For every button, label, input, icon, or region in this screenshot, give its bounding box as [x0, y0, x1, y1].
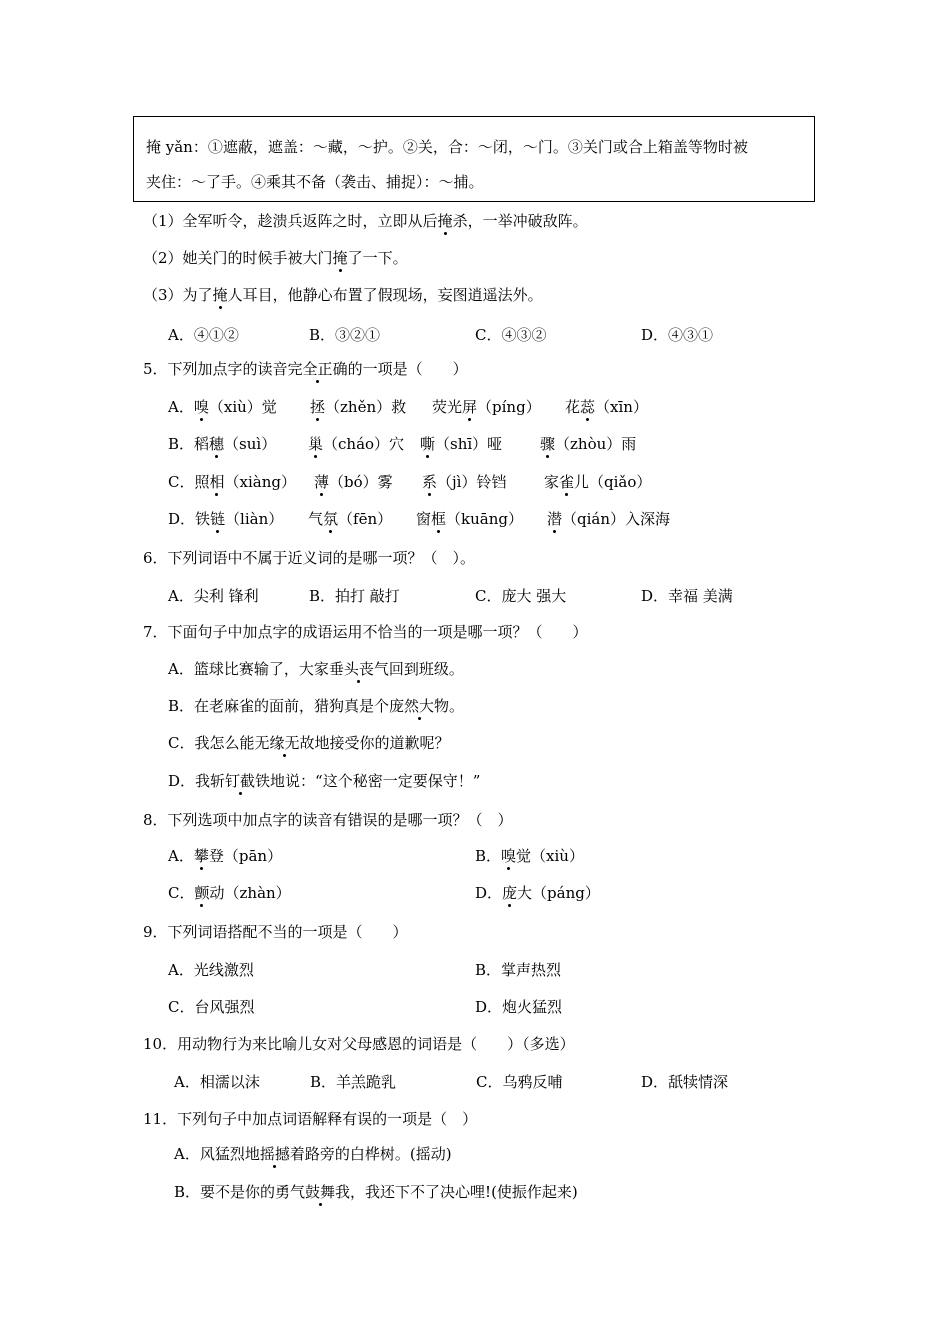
dotted-char: 庞然大物 [389, 697, 450, 715]
dotted-char: 斩钉截铁 [210, 772, 271, 790]
q10-option-a[interactable]: A．相濡以沫 [174, 1073, 260, 1091]
q6-option-a[interactable]: A．尖利 锋利 [168, 587, 259, 605]
q5-option-a-word-2: 拯（zhěn）救 [310, 398, 407, 416]
q4-sentence-3: （3）为了掩人耳目，他静心布置了假现场，妄图逍遥法外。 [143, 286, 543, 304]
q9-stem: 9．下列词语搭配不当的一项是（ ） [143, 923, 408, 941]
q8-option-a[interactable]: A．攀登（pān） [168, 847, 283, 865]
q5-option-d[interactable]: D．铁链（liàn） [168, 510, 284, 528]
dotted-char: 庞 [502, 884, 518, 902]
q5-option-c-word-2: 薄（bó）雾 [314, 473, 393, 491]
q10-option-c[interactable]: C．乌鸦反哺 [476, 1073, 563, 1091]
q5-option-b-word-4: 骤（zhòu）雨 [540, 435, 637, 453]
dotted-char: 屏 [462, 398, 478, 416]
q4-option-a[interactable]: A．④①② [168, 326, 239, 344]
q11-stem: 11．下列句子中加点词语解释有误的一项是（ ） [143, 1110, 478, 1128]
q8-option-b[interactable]: B．嗅觉（xiù） [475, 847, 584, 865]
dotted-char: 颤 [194, 884, 210, 902]
dotted-char: 雀 [559, 473, 575, 491]
dotted-char: 掩 [437, 212, 453, 230]
q6-stem: 6．下列词语中不属于近义词的是哪一项？（ ）。 [143, 549, 476, 567]
dotted-char: 全正 [302, 360, 333, 378]
q5-option-d-word-3: 窗框（kuāng） [416, 510, 523, 528]
q7-option-d[interactable]: D．我斩钉截铁地说：“这个秘密一定要保守！” [168, 772, 481, 790]
q5-option-c[interactable]: C．照相（xiàng） [168, 473, 296, 491]
q5-option-a-word-3: 荧光屏（píng） [432, 398, 541, 416]
dotted-char: 无缘无故 [254, 734, 315, 752]
dotted-char: 垂头丧气 [328, 660, 389, 678]
dotted-char: 摇撼 [259, 1145, 290, 1163]
q4-sentence-1: （1）全军听令，趁溃兵返阵之时，立即从后掩杀，一举冲破敌阵。 [143, 212, 588, 230]
q7-option-b[interactable]: B．在老麻雀的面前，猎狗真是个庞然大物。 [168, 697, 465, 715]
q5-option-a[interactable]: A．嗅（xiù）觉 [168, 398, 277, 416]
q5-option-b[interactable]: B．稻穗（suì） [168, 435, 277, 453]
dotted-char: 蕊 [580, 398, 596, 416]
q4-option-c[interactable]: C．④③② [475, 326, 547, 344]
q8-stem: 8．下列选项中加点字的读音有错误的是哪一项？（ ） [143, 811, 513, 829]
q10-stem: 10．用动物行为来比喻儿女对父母感恩的词语是（ ）（多选） [143, 1035, 575, 1053]
dotted-char: 系 [422, 473, 438, 491]
dotted-char: 拯 [310, 398, 326, 416]
dotted-char: 潜 [547, 510, 563, 528]
dotted-char: 骤 [540, 435, 556, 453]
dotted-char: 鼓舞 [305, 1183, 336, 1201]
q5-option-b-word-3: 嘶（shī）哑 [420, 435, 503, 453]
q8-option-c[interactable]: C．颤动（zhàn） [168, 884, 291, 902]
q5-option-b-word-2: 巢（cháo）穴 [308, 435, 405, 453]
definition-line-1: 掩 yǎn：①遮蔽，遮盖：～藏，～护。②关，合：～闭，～门。③关门或合上箱盖等物时被 [146, 138, 748, 156]
dotted-char: 框 [431, 510, 447, 528]
q7-option-c[interactable]: C．我怎么能无缘无故地接受你的道歉呢？ [168, 734, 450, 752]
definition-line-2: 夹住：～了手。④乘其不备（袭击、捕捉）：～捕。 [146, 173, 484, 191]
dotted-char: 巢 [308, 435, 324, 453]
dotted-char: 嘶 [420, 435, 436, 453]
q4-sentence-2: （2）她关门的时候手被大门掩了一下。 [143, 249, 408, 267]
q5-option-c-word-4: 家雀儿（qiǎo） [544, 473, 652, 491]
q8-option-d[interactable]: D．庞大（páng） [475, 884, 600, 902]
q5-option-a-word-4: 花蕊（xīn） [565, 398, 648, 416]
q5-option-c-word-3: 系（jì）铃铛 [422, 473, 507, 491]
q9-option-a[interactable]: A．光线激烈 [168, 961, 254, 979]
dotted-char: 链 [210, 510, 226, 528]
q5-option-d-word-2: 气氛（fēn） [308, 510, 393, 528]
dotted-char: 相 [209, 473, 225, 491]
q9-option-c[interactable]: C．台风强烈 [168, 998, 255, 1016]
dotted-char: 薄 [314, 473, 330, 491]
q6-option-d[interactable]: D．幸福 美满 [641, 587, 733, 605]
dotted-char: 攀 [193, 847, 209, 865]
q7-option-a[interactable]: A．篮球比赛输了，大家垂头丧气回到班级。 [168, 660, 464, 678]
dotted-char: 氛 [323, 510, 339, 528]
dotted-char: 掩 [332, 249, 348, 267]
q4-option-d[interactable]: D．④③① [641, 326, 714, 344]
dotted-char: 嗅 [193, 398, 209, 416]
q7-stem: 7．下面句子中加点字的成语运用不恰当的一项是哪一项？（ ） [143, 623, 588, 641]
q5-option-d-word-4: 潜（qián）入深海 [547, 510, 671, 528]
dotted-char: 嗅 [501, 847, 517, 865]
q5-stem: 5．下列加点字的读音完全正确的一项是（ ） [143, 360, 468, 378]
q4-option-b[interactable]: B．③②① [309, 326, 381, 344]
q9-option-d[interactable]: D．炮火猛烈 [475, 998, 563, 1016]
q9-option-b[interactable]: B．掌声热烈 [475, 961, 562, 979]
dotted-char: 掩 [212, 286, 228, 304]
q10-option-b[interactable]: B．羊羔跪乳 [310, 1073, 397, 1091]
q6-option-c[interactable]: C．庞大 强大 [475, 587, 567, 605]
q11-option-b[interactable]: B．要不是你的勇气鼓舞我，我还下不了决心哩!(使振作起来) [174, 1183, 578, 1201]
definition-box [133, 116, 815, 202]
q6-option-b[interactable]: B．拍打 敲打 [309, 587, 400, 605]
q10-option-d[interactable]: D．舐犊情深 [641, 1073, 729, 1091]
dotted-char: 穗 [209, 435, 225, 453]
q11-option-a[interactable]: A．风猛烈地摇撼着路旁的白桦树。(摇动) [174, 1145, 452, 1163]
